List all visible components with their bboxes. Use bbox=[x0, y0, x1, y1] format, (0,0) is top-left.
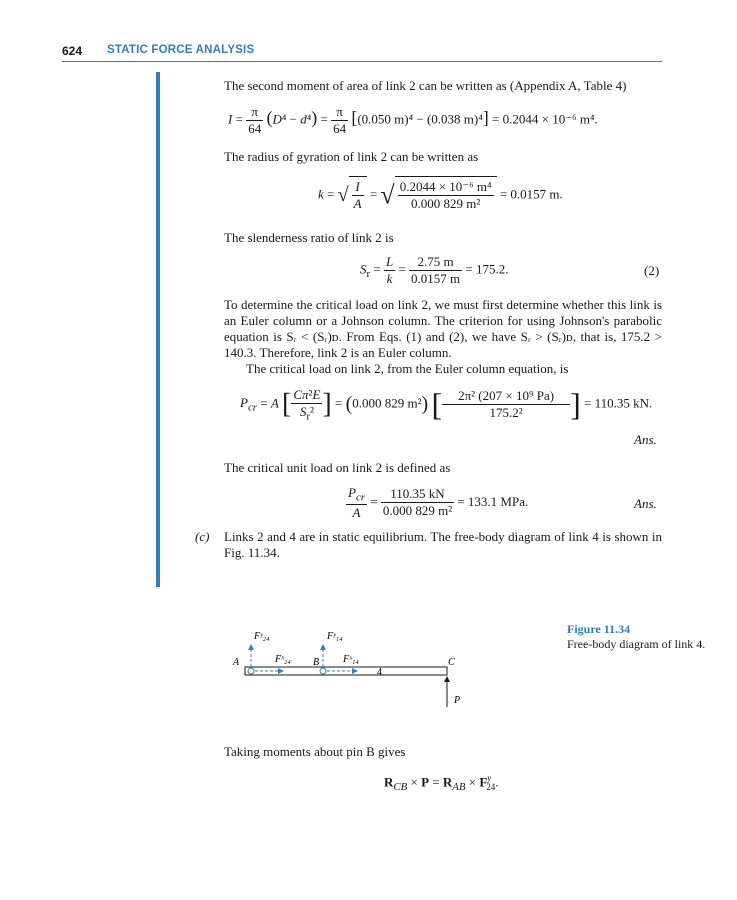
eq-k-result: = 0.0157 m. bbox=[499, 186, 563, 202]
pin-b bbox=[320, 668, 326, 674]
equation-moment-of-area: I = $\frac{\pi}{64}$ (D⁴ − d⁴) = $\frac{\pi}{64}$ [(0.050 m)⁴ − (0.038 m)⁴] = 0.2044 × 10⁻⁶ m⁴. bbox=[228, 104, 598, 136]
eq-k-num: 0.2044 × 10⁻⁶ m⁴ bbox=[399, 179, 492, 194]
paragraph-second-moment: The second moment of area of link 2 can be written as (Appendix A, Table 4) bbox=[224, 78, 627, 93]
figure-caption: Free-body diagram of link 4. bbox=[567, 637, 706, 651]
label-f24y: Fʸ₂₄ bbox=[254, 631, 270, 642]
header-rule bbox=[62, 61, 662, 62]
side-bar bbox=[156, 72, 160, 587]
eq-s-tag: (2) bbox=[644, 263, 660, 278]
eq-u-num: 110.35 kN bbox=[381, 486, 454, 503]
eq-p-den: 175.2² bbox=[489, 405, 523, 420]
paragraph-unit-load: The critical unit load on link 2 is defined as bbox=[224, 460, 451, 475]
equation-radius-gyration: k = √ $\frac{I}{A}$ = √ $\frac{\text{0.2044 × 10⁻⁶ m⁴}}{\text{0.000 829 m²}}$ = 0.0157 m. bbox=[318, 176, 563, 212]
label-f24x: Fˣ₂₄ bbox=[275, 654, 291, 665]
paragraph-radius-gyration: The radius of gyration of link 2 can be written as bbox=[224, 149, 479, 164]
eq-I-result: = 0.2044 × 10⁻⁶ m⁴. bbox=[492, 111, 598, 127]
figure-title: Figure 11.34 bbox=[567, 622, 631, 636]
equation-slenderness: $S_r$ = $\frac{L}{k}$ = $\frac{2.75 m}{0.0157 m}$ = 175.2. bbox=[360, 254, 509, 286]
paragraph-moments: Taking moments about pin B gives bbox=[224, 744, 406, 759]
ans-label-1: Ans. bbox=[634, 432, 657, 447]
label-a: A bbox=[233, 657, 240, 668]
section-title: STATIC FORCE ANALYSIS bbox=[107, 44, 255, 56]
pin-a bbox=[248, 668, 254, 674]
eq-p-result: = 110.35 kN. bbox=[584, 395, 653, 411]
paragraph-criterion: To determine the critical load on link 2, we must first determine whether this link is an Euler column or a Johnson column. The criterion for using Johnson's parabolic equation is Sᵣ < (Sᵣ)ᴅ. From Eqs. (1) and (2), we have Sᵣ > (Sᵣ)ᴅ, that is, 175.2 > 140.3. Therefore, link 2 is an Euler column. bbox=[224, 297, 662, 360]
eq-u-den: 0.000 829 m² bbox=[382, 503, 453, 519]
paragraph-slenderness: The slenderness ratio of link 2 is bbox=[224, 230, 394, 245]
equation-moments: $R_{CB} \times P = R_{AB} \times F^y_{24}$. bbox=[384, 773, 499, 793]
label-f14x: Fˣ₁₄ bbox=[343, 654, 359, 665]
label-p: P bbox=[454, 695, 461, 706]
ans-label-2: Ans. bbox=[634, 496, 657, 511]
eq-s-result: = 175.2. bbox=[465, 261, 509, 277]
label-link: 4 bbox=[377, 667, 382, 678]
label-c: C bbox=[448, 657, 455, 668]
label-f14y: Fʸ₁₄ bbox=[327, 631, 343, 642]
equation-unit-load: $\frac{P_{cr}}{A}$ = $\frac{110.35 kN}{\text{0.000 829 m²}}$ = 133.1 MPa. bbox=[348, 485, 529, 520]
eq-p-area: 0.000 829 m² bbox=[352, 395, 422, 411]
page-number: 624 bbox=[62, 44, 83, 58]
equation-critical-load: $P_{cr} = A$ [ $\frac{\text{Cπ²E}}{S_r^2}$ ] = (0.000 829 m²) [ $\frac{\text{2π² (207 × 10⁹ Pa)}}{\text{175.2²}}$ ] = 110.35 kN. bbox=[240, 386, 653, 423]
paragraph-critical-load: The critical load on link 2, from the Euler column equation, is bbox=[246, 361, 569, 376]
eq-u-result: = 133.1 MPa. bbox=[457, 493, 529, 509]
eq-s-num: 2.75 m bbox=[409, 254, 462, 271]
eq-s-den: 0.0157 m bbox=[411, 271, 461, 286]
part-c-label: (c) bbox=[195, 529, 210, 544]
eq-k-den: 0.000 829 m² bbox=[410, 196, 481, 211]
paragraph-equilibrium: Links 2 and 4 are in static equilibrium. The free-body diagram of link 4 is shown in Fig. 11.34. bbox=[224, 529, 662, 560]
label-b: B bbox=[313, 657, 320, 668]
free-body-diagram bbox=[225, 615, 485, 715]
eq-I-inner: (0.050 m)⁴ − (0.038 m)⁴ bbox=[357, 111, 483, 127]
eq-p-num: 2π² (207 × 10⁹ Pa) bbox=[442, 388, 570, 405]
